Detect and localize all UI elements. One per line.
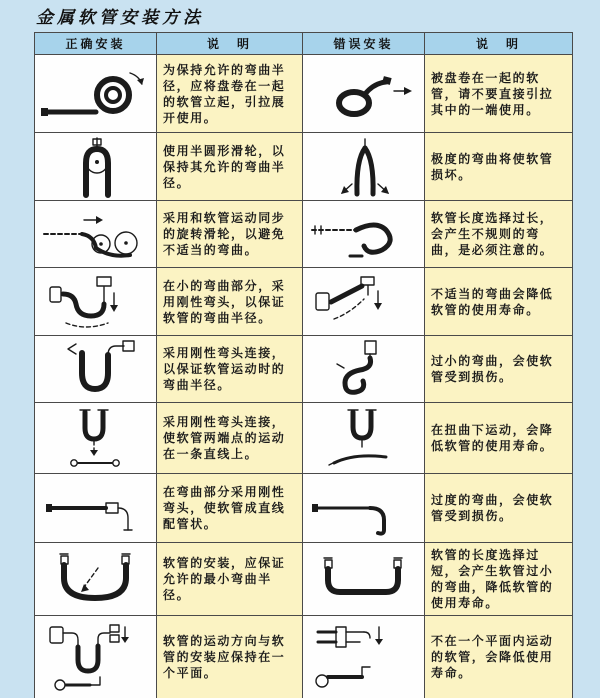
correct-note-cell: 软管的安装，应保证允许的最小弯曲半径。: [157, 543, 303, 616]
sharp-bend-hose-illustration: [310, 136, 418, 198]
minimum-bend-radius-u-illustration: [38, 550, 154, 608]
table-header-row: [35, 33, 573, 55]
correct-note-cell: 使用半圆形滑轮，以保持其允许的弯曲半径。: [157, 133, 303, 201]
correct-note-cell: 采用和软管运动同步的旋转滑轮，以避免不适当的弯曲。: [157, 201, 303, 268]
wrong-note-cell: 极度的弯曲将使软管损坏。: [425, 133, 573, 201]
wrong-image-cell: [303, 543, 425, 616]
correct-image-cell: [35, 543, 157, 616]
hose-over-pulley-illustration: [42, 136, 150, 198]
too-short-hose-illustration: [306, 550, 422, 608]
too-small-bend-hook-illustration: [310, 338, 418, 400]
table-row: [35, 616, 573, 698]
correct-image-cell: [35, 133, 157, 201]
correct-note-cell: 在弯曲部分采用刚性弯头，使软管成直线配管状。: [157, 474, 303, 543]
wrong-image-cell: [303, 403, 425, 474]
wrong-note-cell: 在扭曲下运动，会降低软管的使用寿命。: [425, 403, 573, 474]
coiled-hose-unrolled-illustration: [38, 61, 154, 127]
table-row: [35, 336, 573, 403]
improper-angled-bend-illustration: [306, 271, 422, 333]
u-hose-rigid-elbow-illustration: [38, 339, 154, 399]
wrong-note-cell: 不在一个平面内运动的软管，会降低使用寿命。: [425, 616, 573, 698]
wrong-image-cell: [303, 336, 425, 403]
correct-image-cell: [35, 55, 157, 133]
wrong-image-cell: [303, 133, 425, 201]
correct-note-cell: 软管的运动方向与软管的安装应保持在一个平面。: [157, 616, 303, 698]
twisted-motion-hose-illustration: [306, 405, 422, 471]
out-of-plane-motion-illustration: [306, 619, 422, 695]
wrong-image-cell: [303, 474, 425, 543]
wrong-image-cell: [303, 201, 425, 268]
installation-table: [34, 32, 573, 698]
correct-image-cell: [35, 474, 157, 543]
table-row: [35, 268, 573, 336]
table-row: [35, 133, 573, 201]
wrong-note-cell: 不适当的弯曲会降低软管的使用寿命。: [425, 268, 573, 336]
correct-image-cell: [35, 336, 157, 403]
rigid-elbow-small-bend-illustration: [38, 271, 154, 333]
header-wrong-install: 错误安装: [303, 33, 425, 55]
single-plane-motion-piping-illustration: [38, 619, 154, 695]
correct-note-cell: 为保持允许的弯曲半径，应将盘卷在一起的软管立起，引拉展开使用。: [157, 55, 303, 133]
rotating-pulleys-illustration: [38, 206, 154, 262]
table-row: [35, 543, 573, 616]
wrong-note-cell: 软管长度选择过长，会产生不规则的弯曲，是必须注意的。: [425, 201, 573, 268]
correct-note-cell: 采用刚性弯头连接，以保证软管运动时的弯曲半径。: [157, 336, 303, 403]
header-correct-install: 正确安装: [35, 33, 157, 55]
wrong-note-cell: 软管的长度选择过短，会产生软管过小的弯曲，降低软管的使用寿命。: [425, 543, 573, 616]
correct-note-cell: 采用刚性弯头连接，使软管两端点的运动在一条直线上。: [157, 403, 303, 474]
slack-hose-loop-illustration: [306, 206, 422, 262]
wrong-image-cell: [303, 55, 425, 133]
page-title: 金属软管安装方法: [36, 8, 204, 28]
correct-note-cell: 在小的弯曲部分，采用刚性弯头，以保证软管的弯曲半径。: [157, 268, 303, 336]
correct-image-cell: [35, 201, 157, 268]
correct-image-cell: [35, 403, 157, 474]
correct-image-cell: [35, 268, 157, 336]
wrong-image-cell: [303, 616, 425, 698]
header-note-2: 说 明: [425, 33, 573, 55]
correct-image-cell: [35, 616, 157, 698]
table-row: [35, 201, 573, 268]
wrong-image-cell: [303, 268, 425, 336]
wrong-note-cell: 过小的弯曲，会使软管受到损伤。: [425, 336, 573, 403]
wrong-note-cell: 过度的弯曲，会使软管受到损伤。: [425, 474, 573, 543]
straight-hose-rigid-elbow-illustration: [38, 480, 154, 536]
header-note-1: 说 明: [157, 33, 303, 55]
table-row: [35, 55, 573, 133]
table-row: [35, 403, 573, 474]
wrong-note-cell: 被盘卷在一起的软管，请不要直接引拉其中的一端使用。: [425, 55, 573, 133]
overbent-hose-end-illustration: [306, 480, 422, 536]
u-hose-straight-line-motion-illustration: [38, 405, 154, 471]
coil-pulled-end-illustration: [310, 65, 418, 123]
table-row: [35, 474, 573, 543]
